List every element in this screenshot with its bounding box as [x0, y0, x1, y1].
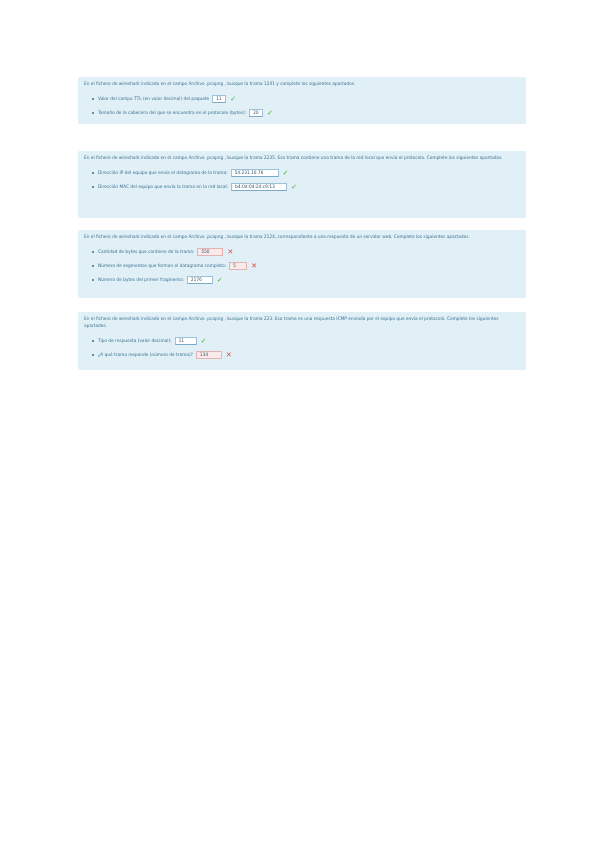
answer-field[interactable]: b4:0d:04:24:c9:13: [231, 183, 287, 191]
bullet: [92, 340, 94, 342]
answer-field[interactable]: 54.231.10.76: [231, 169, 279, 177]
question-item: [84, 166, 520, 180]
question-label: Número de bytes del primer fragmento:: [98, 277, 184, 283]
answer-field[interactable]: 5: [229, 262, 247, 270]
answer-field[interactable]: 134: [196, 351, 222, 359]
question-item: [84, 259, 520, 273]
answer-field[interactable]: 11: [212, 95, 226, 103]
cross-icon: ✕: [225, 350, 232, 359]
question-item: [84, 106, 520, 120]
bullet: [92, 172, 94, 174]
question-label: Cantidad de bytes que contiene de la trama:: [98, 249, 195, 255]
question-item: [84, 245, 520, 259]
answer-field[interactable]: 550: [197, 248, 223, 256]
question-panel-2: [78, 151, 526, 218]
question-panel-1: [78, 77, 526, 124]
check-icon: ✓: [216, 275, 223, 284]
question-intro: En el fichero de wireshark indicado en el campo Archivo .pcapng , busque la trama 1241 y complete los siguientes apartados.: [84, 82, 356, 87]
check-icon: ✓: [230, 94, 237, 103]
question-panel-4: [78, 312, 526, 370]
question-item: [84, 273, 520, 287]
question-item: [84, 92, 520, 106]
question-label: ¿A qué trama responde (número de trama)?: [98, 352, 193, 358]
question-item: [84, 334, 520, 348]
bullet: [92, 251, 94, 253]
bullet: [92, 112, 94, 114]
question-label: Número de segmentos que forman el datagrama completo:: [98, 263, 227, 269]
cross-icon: ✕: [227, 247, 234, 256]
question-intro: En el fichero de wireshark indicado en el campo Archivo .pcapng , busque la trama 223. Esa trama es una respuesta ICMP enviada por el equipo que envía el protocolo. Complete los siguientes apartados.: [84, 317, 499, 329]
check-icon: ✓: [267, 108, 274, 117]
answer-field[interactable]: 11: [175, 337, 197, 345]
check-icon: ✓: [200, 336, 207, 345]
bullet: [92, 265, 94, 267]
question-intro: En el fichero de wireshark indicado en el campo Archivo .pcapng , busque la trama 2235. Esa trama contiene una trama de la red local que envía el protocolo. Complete los siguientes apartados.: [84, 156, 503, 161]
bullet: [92, 354, 94, 356]
question-item: [84, 180, 520, 194]
question-label: Tipo de respuesta (valor decimal):: [98, 338, 172, 344]
check-icon: ✓: [291, 182, 298, 191]
cross-icon: ✕: [251, 261, 258, 270]
question-label: Tamaño de la cabecera del que se encuentra en el protocolo (bytes):: [98, 110, 247, 116]
bullet: [92, 186, 94, 188]
check-icon: ✓: [282, 168, 289, 177]
question-label: Dirección MAC del equipo que envía la trama en la red local:: [98, 184, 229, 190]
answer-field[interactable]: 20: [249, 109, 263, 117]
question-item: [84, 348, 520, 362]
bullet: [92, 98, 94, 100]
answer-field[interactable]: 2176: [187, 276, 213, 284]
bullet: [92, 279, 94, 281]
question-label: Valor del campo TTL (en valor decimal) del paquete: [98, 96, 210, 102]
question-intro: En el fichero de wireshark indicado en el campo Archivo .pcapng , busque la trama 2124, correspondiente a una respuesta de un servidor web. Complete los siguientes apartados.: [84, 235, 470, 240]
question-label: Dirección IP del equipo que envía el datagrama de la trama:: [98, 170, 228, 176]
question-panel-3: [78, 230, 526, 298]
